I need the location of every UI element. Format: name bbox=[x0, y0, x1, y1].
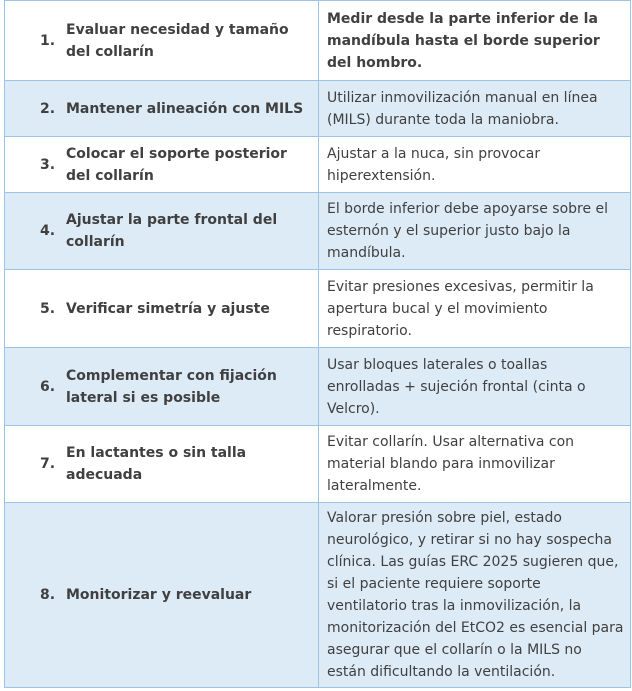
step-number: 1. bbox=[40, 32, 56, 49]
step-title: Verificar simetría y ajuste bbox=[66, 300, 270, 317]
table-row bbox=[5, 1, 631, 81]
step-number: 5. bbox=[40, 300, 56, 317]
description-cell bbox=[319, 81, 631, 137]
description-cell bbox=[319, 270, 631, 348]
step-title: Monitorizar y reevaluar bbox=[66, 587, 252, 603]
step-title: En lactantes o sin talla adecuada bbox=[66, 445, 247, 483]
step-number: 3. bbox=[40, 156, 56, 173]
step-description: Usar bloques laterales o toallas enrolladas + sujeción frontal (cinta o Velcro). bbox=[327, 356, 586, 417]
table-row bbox=[5, 426, 631, 503]
description-cell bbox=[319, 503, 631, 688]
step-description: Evitar presiones excesivas, permitir la apertura bucal y el movimiento respiratorio. bbox=[327, 278, 594, 339]
description-cell bbox=[319, 348, 631, 426]
step-description: Medir desde la parte inferior de la mandíbula hasta el borde superior del hombro. bbox=[327, 10, 600, 71]
step-description: Evitar collarín. Usar alternativa con material blando para inmovilizar lateralmente. bbox=[327, 434, 575, 494]
step-number: 6. bbox=[40, 378, 56, 395]
step-title: Ajustar la parte frontal del collarín bbox=[66, 212, 278, 250]
step-title: Mantener alineación con MILS bbox=[66, 100, 304, 117]
description-cell bbox=[319, 1, 631, 81]
step-cell bbox=[5, 137, 319, 193]
table-row bbox=[5, 193, 631, 270]
step-description: Utilizar inmovilización manual en línea (MILS) durante toda la maniobra. bbox=[327, 89, 598, 128]
table-row bbox=[5, 503, 631, 688]
table-row bbox=[5, 137, 631, 193]
step-number: 7. bbox=[40, 456, 56, 472]
step-cell bbox=[5, 348, 319, 426]
procedure-table bbox=[4, 0, 631, 688]
step-number: 2. bbox=[40, 100, 56, 117]
step-description: Ajustar a la nuca, sin provocar hiperextensión. bbox=[327, 145, 541, 184]
step-cell bbox=[5, 193, 319, 270]
table-row bbox=[5, 270, 631, 348]
description-cell bbox=[319, 426, 631, 503]
table-row bbox=[5, 81, 631, 137]
description-cell bbox=[319, 193, 631, 270]
description-cell bbox=[319, 137, 631, 193]
step-cell bbox=[5, 1, 319, 81]
table-row bbox=[5, 348, 631, 426]
step-cell bbox=[5, 81, 319, 137]
step-title: Evaluar necesidad y tamaño del collarín bbox=[66, 21, 289, 60]
step-title: Colocar el soporte posterior del collarín bbox=[66, 145, 287, 184]
step-cell bbox=[5, 503, 319, 688]
step-title: Complementar con fijación lateral si es posible bbox=[66, 367, 277, 406]
step-description: El borde inferior debe apoyarse sobre el esternón y el superior justo bajo la mandíbula. bbox=[327, 201, 609, 261]
step-number: 8. bbox=[40, 587, 56, 603]
step-number: 4. bbox=[40, 223, 56, 239]
step-description: Valorar presión sobre piel, estado neurológico, y retirar si no hay sospecha clínica. Las guías ERC 2025 sugieren que, si el paciente requiere soporte ventilatorio tras la inmovilización, la monitorización del EtCO2 es esencial para asegurar que el collarín o la MILS no están dificultando la ventilación. bbox=[327, 510, 624, 680]
step-cell bbox=[5, 270, 319, 348]
step-cell bbox=[5, 426, 319, 503]
